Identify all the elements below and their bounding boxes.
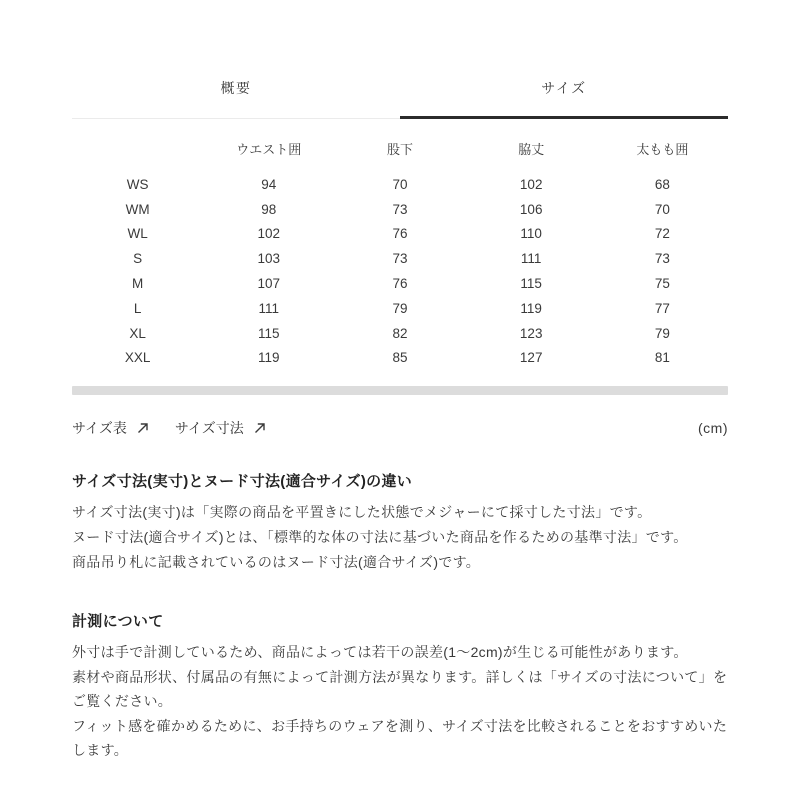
section-paragraph: サイズ寸法(実寸)は「実際の商品を平置きにした状態でメジャーにて採寸した寸法」です。: [72, 504, 652, 521]
table-cell: 79: [392, 300, 408, 316]
table-cell: 77: [654, 300, 670, 316]
table-cell: 70: [392, 176, 408, 192]
size-chart-link-label: サイズ表: [72, 420, 127, 437]
section-paragraph: 素材や商品形状、付属品の有無によって計測方法が異なります。詳しくは「サイズの寸法について」をご覧ください。: [72, 669, 728, 710]
table-cell: 102: [519, 176, 543, 192]
tab-bar: [72, 78, 728, 119]
size-chart-link[interactable]: [72, 418, 150, 438]
table-cell: 98: [261, 201, 277, 217]
table-cell: 111: [258, 300, 280, 316]
section-paragraph: 外寸は手で計測しているため、商品によっては若干の誤差(1〜2cm)が生じる可能性があります。: [72, 644, 688, 661]
table-cell: 85: [392, 350, 408, 366]
table-cell: 72: [654, 226, 670, 242]
row-label: XXL: [124, 350, 151, 366]
table-cell: 73: [392, 201, 408, 217]
section-paragraph: フィット感を確かめるために、お手持ちのウェアを測り、サイズ寸法を比較されることをおすすめいたします。: [72, 718, 728, 759]
table-cell: 73: [392, 251, 408, 267]
section-paragraph: ヌード寸法(適合サイズ)とは、「標準的な体の寸法に基づいた商品を作るための基準寸法」です。: [72, 529, 688, 546]
tab-overview[interactable]: 概要: [72, 78, 400, 119]
section-paragraph: 商品吊り札に記載されているのはヌード寸法(適合サイズ)です。: [72, 554, 481, 571]
section-size-vs-nude-dimensions: [72, 470, 728, 574]
table-cell: 119: [520, 300, 542, 316]
table-cell: 107: [257, 275, 281, 291]
table-row: [72, 198, 728, 223]
table-cell: 79: [654, 325, 670, 341]
table-cell: 123: [519, 325, 543, 341]
table-cell: 82: [392, 325, 408, 341]
table-corner-cell: [72, 138, 203, 163]
table-cell: 106: [519, 201, 543, 217]
horizontal-scrollbar[interactable]: [72, 386, 728, 395]
size-dimensions-link[interactable]: [175, 418, 267, 438]
table-row: [72, 247, 728, 272]
external-link-arrow-icon: [253, 421, 267, 435]
table-cell: 110: [520, 226, 542, 242]
row-label: WS: [126, 176, 149, 192]
table-cell: 111: [520, 251, 542, 267]
table-cell: 102: [257, 226, 281, 242]
table-row: [72, 322, 728, 347]
column-header-side-length: 脇丈: [518, 142, 545, 157]
table-row: [72, 222, 728, 247]
column-header-waist: ウエスト囲: [236, 142, 302, 157]
row-label: XL: [129, 325, 146, 341]
table-cell: 94: [261, 176, 277, 192]
table-row: [72, 346, 728, 371]
table-row: [72, 272, 728, 297]
table-cell: 127: [519, 350, 543, 366]
table-cell: 76: [392, 275, 408, 291]
table-header-row: [72, 138, 728, 163]
section-measurement-notes: [72, 610, 728, 762]
row-label: S: [133, 251, 143, 267]
table-cell: 70: [654, 201, 670, 217]
table-cell: 119: [258, 350, 280, 366]
table-cell: 76: [392, 226, 408, 242]
links-row: [72, 418, 728, 438]
unit-label: (cm): [698, 420, 728, 437]
section-heading: 計測について: [72, 613, 164, 631]
table-cell: 73: [654, 251, 670, 267]
table-cell: 81: [654, 350, 670, 366]
table-row: [72, 297, 728, 322]
row-label: M: [131, 275, 144, 291]
external-link-arrow-icon: [136, 421, 150, 435]
column-header-thigh: 太もも囲: [636, 142, 689, 157]
table-cell: 115: [520, 275, 542, 291]
table-cell: 115: [258, 325, 280, 341]
column-header-inseam: 股下: [386, 142, 413, 157]
section-heading: サイズ寸法(実寸)とヌード寸法(適合サイズ)の違い: [72, 473, 413, 491]
table-cell: 68: [654, 176, 670, 192]
row-label: L: [133, 300, 142, 316]
table-cell: 103: [257, 251, 281, 267]
size-dimensions-link-label: サイズ寸法: [174, 420, 244, 437]
row-label: WM: [125, 201, 150, 217]
table-row: [72, 173, 728, 198]
tab-size[interactable]: サイズ: [400, 78, 728, 119]
size-table: [72, 138, 728, 371]
table-cell: 75: [654, 275, 670, 291]
row-label: WL: [127, 226, 148, 242]
